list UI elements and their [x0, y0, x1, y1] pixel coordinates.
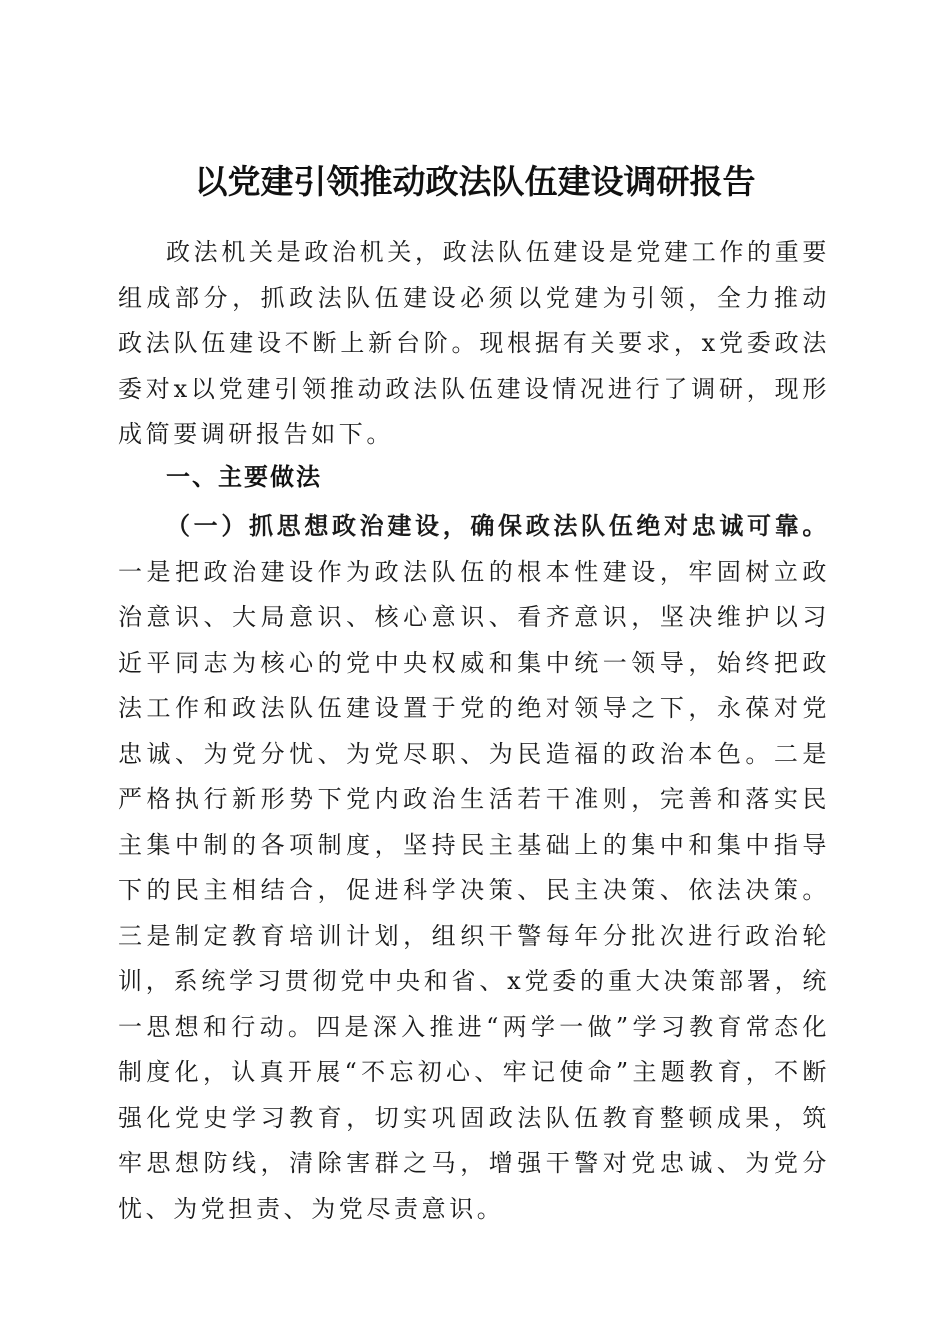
item-1-body-text: 一是把政治建设作为政法队伍的根本性建设，牢固树立政治意识、大局意识、核心意识、看齐意识，坚决维护以习近平同志为核心的党中央权威和集中统一领导，始终把政法工作和政法队伍建设置于党的绝对领导之下，永葆对党忠诚、为党分忧、为党尽职、为民造福的政治本色。二是严格执行新形势下党内政治生活若干准则，完善和落实民主集中制的各项制度，坚持民主基础上的集中和集中指导下的民主相结合，促进科学决策、民主决策、依法决策。三是制定教育培训计划，组织干警每年分批次进行政治轮训，系统学习贯彻党中央和省、x党委的重大决策部署，统一思想和行动。四是深入推进“两学一做”学习教育常态化制度化，认真开展“不忘初心、牢记使命”主题教育，不断强化党史学习教育，切实巩固政法队伍教育整顿成果，筑牢思想防线，清除害群之马，增强干警对党忠诚、为党分忧、为党担责、为党尽责意识。: [118, 557, 830, 1223]
section-heading-main-practices: 一、主要做法: [166, 463, 322, 491]
item-1-lead-sentence: （一）抓思想政治建设，确保政法队伍绝对忠诚可靠。: [166, 511, 830, 540]
intro-paragraph: 政法机关是政治机关，政法队伍建设是党建工作的重要组成部分，抓政法队伍建设必须以党建为引领，全力推动政法队伍建设不断上新台阶。现根据有关要求，x党委政法委对x以党建引领推动政法队伍建设情况进行了调研，现形成简要调研报告如下。: [118, 238, 830, 448]
document-title: 以党建引领推动政法队伍建设调研报告: [194, 162, 756, 202]
item-1-paragraph: [118, 503, 830, 1232]
